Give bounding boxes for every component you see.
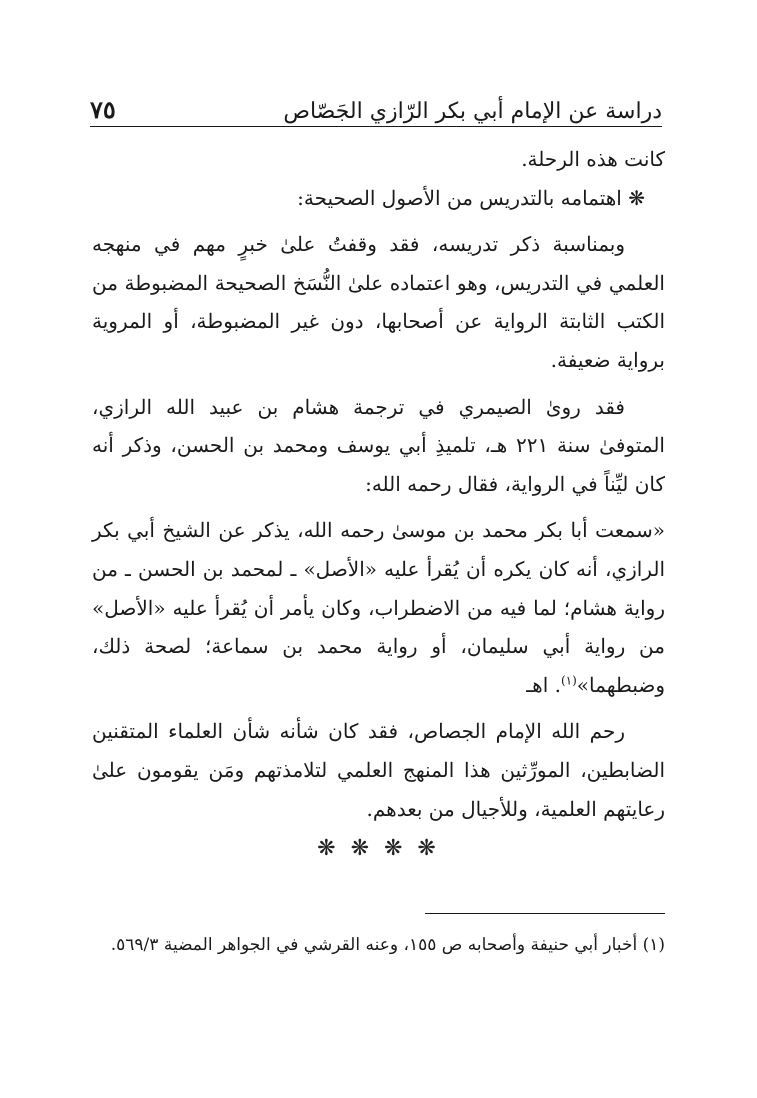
paragraph: وبمناسبة ذكر تدريسه، فقد وقفتُ علىٰ خبرٍ مهم في منهجه العلمي في التدريس، وهو اعتماده علىٰ النُّسَخ الصحيحة المضبوطة من الكتب الثابتة الرواية عن أصحابها، دون غير المضبوطة، أو المروية برواية ضعيفة. (92, 232, 665, 372)
main-text (92, 140, 665, 828)
paragraph: رحم الله الإمام الجصاص، فقد كان شأنه شأن العلماء المتقنين الضابطين، المورِّثين هذا المنهج العلمي لتلامذتهم ومَن يقومون علىٰ رعايتهم العلمية، وللأجيال من بعدهم. (92, 719, 665, 821)
quotation-text: «سمعت أبا بكر محمد بن موسىٰ رحمه الله، يذكر عن الشيخ أبي بكر الرازي، أنه كان يكره أن يُقرأ عليه «الأصل» ـ لمحمد بن الحسن ـ من رواية هشام؛ لما فيه من الاضطراب، وكان يأمر أن يُقرأ عليه «الأصل» من رواية أبي سليمان، أو رواية محمد بن سماعة؛ لصحة ذلك، وضبطهما» (92, 518, 665, 697)
running-header (90, 84, 662, 124)
footnote: (١) أخبار أبي حنيفة وأصحابه ص ١٥٥، وعنه القرشي في الجواهر المضية ٥٦٩/٣. (110, 935, 665, 955)
ornament-divider: ❋ ❋ ❋ ❋ (317, 836, 440, 861)
header-rule (90, 126, 662, 127)
section-heading-text: اهتمامه بالتدريس من الأصول الصحيحة: (297, 185, 622, 210)
section-heading (92, 179, 665, 218)
asterism-icon: ❋ (628, 185, 645, 210)
running-title: دراسة عن الإمام أبي بكر الرّازي الجَصّاص (283, 99, 662, 124)
page-number: ٧٥ (90, 95, 116, 124)
quotation-end: . اهـ (526, 672, 561, 697)
quotation (92, 511, 665, 704)
footnote-rule (425, 913, 665, 914)
paragraph: فقد روىٰ الصيمري في ترجمة هشام بن عبيد الله الرازي، المتوفىٰ سنة ٢٢١ هـ، تلميذِ أبي يوسف ومحمد بن الحسن، وذكر أنه كان ليِّناً في الرواية، فقال رحمه الله: (92, 394, 665, 496)
footnote-reference[interactable]: (١) (560, 673, 577, 688)
paragraph-continuation: كانت هذه الرحلة. (521, 147, 665, 171)
